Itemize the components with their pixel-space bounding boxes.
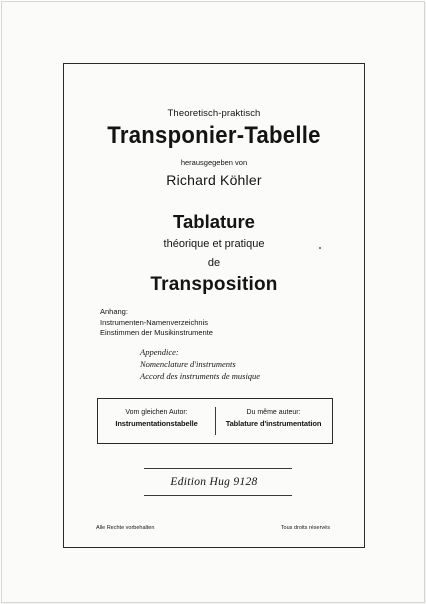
appendix-french bbox=[140, 346, 260, 382]
rights-french: Tous droits réservés bbox=[280, 525, 330, 531]
same-author-title: Instrumentationstabelle bbox=[115, 419, 198, 428]
rights-german: Alle Rechte vorbehalten bbox=[96, 525, 155, 531]
same-author-box bbox=[97, 398, 333, 444]
appendix-german bbox=[100, 307, 213, 339]
same-author-german bbox=[98, 409, 215, 428]
edition-number: Edition Hug 9128 bbox=[170, 476, 258, 488]
edition-rule-top bbox=[144, 468, 292, 469]
subtitle-german: Theoretisch-praktisch bbox=[167, 108, 261, 119]
subtitle-french: théorique et pratique bbox=[163, 238, 265, 250]
appendix-french-item: Nomenclature d'instruments bbox=[140, 359, 236, 369]
same-author-label: Vom gleichen Autor: bbox=[125, 409, 188, 416]
appendix-french-item: Accord des instruments de musique bbox=[140, 371, 261, 381]
score-cover-page bbox=[1, 1, 425, 603]
connector-french: de bbox=[207, 257, 221, 269]
author-name: Richard Köhler bbox=[166, 172, 262, 188]
appendix-german-item: Instrumenten-Namenverzeichnis bbox=[100, 317, 208, 327]
cover-frame bbox=[63, 63, 365, 548]
title-french-transposition: Transposition bbox=[150, 274, 278, 295]
same-author-french bbox=[215, 409, 332, 428]
same-author-label: Du même auteur: bbox=[246, 409, 301, 416]
editor-label: herausgegeben von bbox=[180, 158, 248, 167]
appendix-french-heading: Appendice: bbox=[140, 347, 179, 357]
title-german: Transponier-Tabelle bbox=[107, 122, 321, 149]
title-french: Tablature bbox=[173, 211, 255, 232]
appendix-german-item: Einstimmen der Musikinstrumente bbox=[100, 328, 213, 337]
edition-rule-bottom bbox=[144, 495, 292, 496]
appendix-german-heading: Anhang: bbox=[100, 307, 128, 316]
same-author-title: Tablature d'instrumentation bbox=[225, 419, 322, 428]
